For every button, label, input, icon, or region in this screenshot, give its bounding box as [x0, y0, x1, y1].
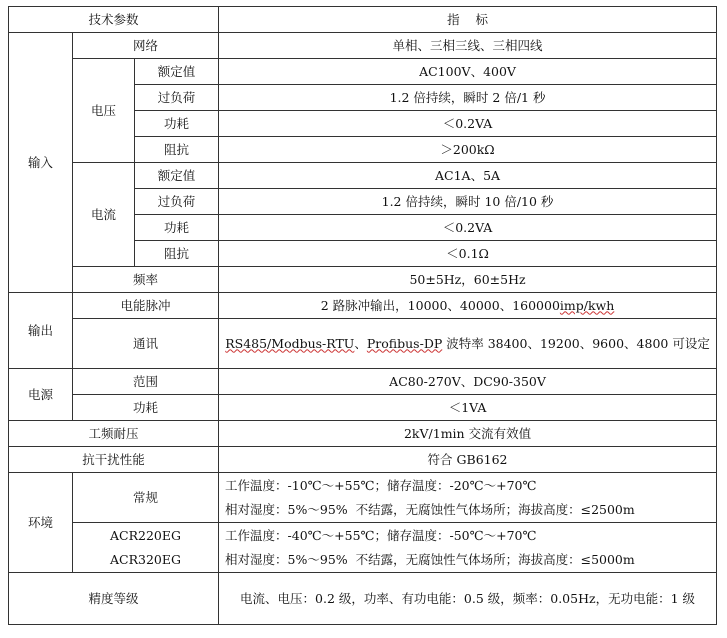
accuracy-value: 电流、电压：0.2 级，功率、有功电能：0.5 级，频率：0.05Hz，无功电能：1 级 — [219, 573, 717, 625]
current-overload-value: 1.2 倍持续，瞬时 10 倍/10 秒 — [219, 189, 717, 215]
comm-sep: 、 — [354, 335, 367, 351]
env-normal-value — [219, 473, 717, 523]
voltage-label: 电压 — [73, 59, 135, 163]
comm-protocol-1: RS485/Modbus-RTU — [225, 335, 355, 351]
table-row — [9, 573, 717, 625]
input-label: 输入 — [9, 33, 73, 293]
env-special-value — [219, 523, 717, 573]
table-row — [9, 319, 717, 369]
current-impedance-label: 阻抗 — [135, 241, 219, 267]
power-range-label: 范围 — [73, 369, 219, 395]
env-special-line2: 相对湿度：5%～95% 不结露，无腐蚀性气体场所；海拔高度：≤5000m — [225, 551, 635, 567]
current-consumption-label: 功耗 — [135, 215, 219, 241]
current-rated-value: AC1A、5A — [219, 163, 717, 189]
withstand-value: 2kV/1min 交流有效值 — [219, 421, 717, 447]
pulse-value-main: 2 路脉冲输出，10000、40000、160000 — [320, 297, 560, 313]
current-impedance-value: ＜0.1Ω — [219, 241, 717, 267]
network-value: 单相、三相三线、三相四线 — [219, 33, 717, 59]
pulse-label: 电能脉冲 — [73, 293, 219, 319]
header-spec: 指 标 — [219, 7, 717, 33]
env-normal-line1: 工作温度：-10℃～+55℃；储存温度：-20℃～+70℃ — [225, 477, 537, 493]
env-model-2: ACR320EG — [110, 551, 181, 567]
comm-baud: 波特率 38400、19200、9600、4800 可设定 — [442, 335, 710, 351]
environment-label: 环境 — [9, 473, 73, 573]
output-label: 输出 — [9, 293, 73, 369]
spec-table — [8, 6, 717, 625]
voltage-rated-label: 额定值 — [135, 59, 219, 85]
current-label: 电流 — [73, 163, 135, 267]
frequency-value: 50±5Hz，60±5Hz — [219, 267, 717, 293]
emc-label: 抗干扰性能 — [9, 447, 219, 473]
spec-table-container — [8, 6, 717, 625]
frequency-label: 频率 — [73, 267, 219, 293]
table-row — [9, 293, 717, 319]
table-row — [9, 395, 717, 421]
power-label: 电源 — [9, 369, 73, 421]
emc-value: 符合 GB6162 — [219, 447, 717, 473]
table-row — [9, 59, 717, 85]
voltage-overload-value: 1.2 倍持续，瞬时 2 倍/1 秒 — [219, 85, 717, 111]
pulse-value-unit: imp/kwh — [559, 297, 615, 313]
power-consumption-label: 功耗 — [73, 395, 219, 421]
power-range-value: AC80-270V、DC90-350V — [219, 369, 717, 395]
network-label: 网络 — [73, 33, 219, 59]
voltage-rated-value: AC100V、400V — [219, 59, 717, 85]
current-overload-label: 过负荷 — [135, 189, 219, 215]
comm-protocol-2: Profibus-DP — [366, 335, 443, 351]
header-row — [9, 7, 717, 33]
voltage-consumption-value: ＜0.2VA — [219, 111, 717, 137]
env-model-1: ACR220EG — [110, 527, 181, 543]
env-normal-line2: 相对湿度：5%～95% 不结露，无腐蚀性气体场所；海拔高度：≤2500m — [225, 501, 635, 517]
voltage-consumption-label: 功耗 — [135, 111, 219, 137]
env-normal-label: 常规 — [73, 473, 219, 523]
table-row — [9, 163, 717, 189]
table-row — [9, 267, 717, 293]
comm-value — [219, 319, 717, 369]
table-row — [9, 473, 717, 523]
current-rated-label: 额定值 — [135, 163, 219, 189]
header-param: 技术参数 — [9, 7, 219, 33]
table-row — [9, 33, 717, 59]
current-consumption-value: ＜0.2VA — [219, 215, 717, 241]
power-consumption-value: ＜1VA — [219, 395, 717, 421]
pulse-value — [219, 293, 717, 319]
env-special-label — [73, 523, 219, 573]
env-special-line1: 工作温度：-40℃～+55℃；储存温度：-50℃～+70℃ — [225, 527, 537, 543]
table-row — [9, 369, 717, 395]
voltage-overload-label: 过负荷 — [135, 85, 219, 111]
table-row — [9, 447, 717, 473]
voltage-impedance-value: ＞200kΩ — [219, 137, 717, 163]
withstand-label: 工频耐压 — [9, 421, 219, 447]
table-row — [9, 421, 717, 447]
voltage-impedance-label: 阻抗 — [135, 137, 219, 163]
accuracy-label: 精度等级 — [9, 573, 219, 625]
comm-label: 通讯 — [73, 319, 219, 369]
table-row — [9, 523, 717, 573]
